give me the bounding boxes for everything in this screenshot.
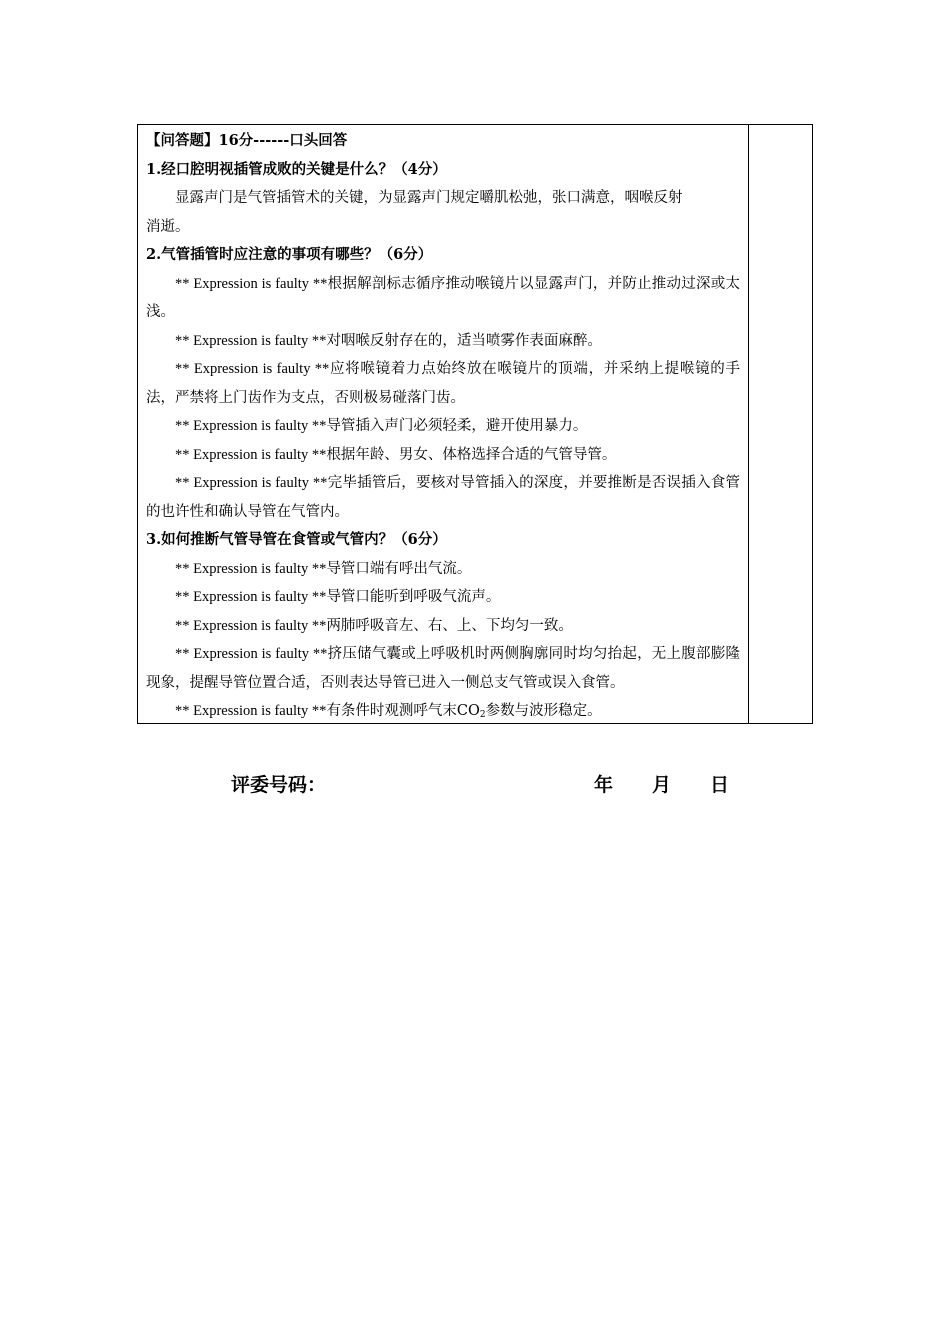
date-year-label: 年 [594,774,614,796]
question-1-answer-line-1: 显露声门是气管插管术的关键，为显露声门规定嚼肌松弛，张口满意，咽喉反射 [175,190,683,206]
score-cell [749,125,812,723]
question-2-item [146,270,740,327]
section-header: 【问答题】16分------口头回答 [146,132,348,149]
faulty-expression-marker: ** Expression is faulty ** [175,560,327,577]
question-2-item [146,355,740,412]
item-text: 根据年龄、男女、体格选择合适的气管导管。 [326,446,617,463]
faulty-expression-marker: ** Expression is faulty ** [175,617,327,634]
question-cell [138,125,749,723]
faulty-expression-marker: ** Expression is faulty ** [175,446,327,463]
faulty-expression-marker: ** Expression is faulty ** [175,275,328,292]
question-3-item [146,583,740,612]
question-2-item [146,412,740,441]
exam-answer-table [137,124,813,724]
signature-footer [0,770,950,800]
question-3-item [146,697,740,726]
question-3-title: 3.如何推断气管导管在食管或气管内？（6分） [146,531,447,548]
faulty-expression-marker: ** Expression is faulty ** [175,646,328,662]
question-2-item [146,441,740,470]
faulty-expression-marker: ** Expression is faulty ** [175,418,327,434]
faulty-expression-marker: ** Expression is faulty ** [175,332,327,349]
item-text: 导管口能听到呼吸气流声。 [326,589,501,605]
faulty-expression-marker: ** Expression is faulty ** [175,361,330,377]
item-text: 应将喉镜着力点始终放在喉镜片的顶端，并采纳上提喉镜的手法，严禁将上门齿作为支点，否则极易碰落门齿。 [146,361,740,406]
question-1-title: 1.经口腔明视插管成败的关键是什么？（4分） [146,160,447,178]
faulty-expression-marker: ** Expression is faulty ** [175,703,327,719]
item-text: 挤压储气囊或上呼吸机时两侧胸廓同时均匀抬起，无上腹部膨隆现象，提醒导管位置合适，否则表达导管已进入一侧总支气管或误入食管。 [146,646,740,691]
item-text: 导管口端有呼出气流。 [326,560,472,577]
item-text: 对咽喉反射存在的，适当喷雾作表面麻醉。 [326,332,602,349]
question-2-item [146,469,740,526]
date-day-label: 日 [710,774,730,796]
item-text: 导管插入声门必须轻柔，避开使用暴力。 [326,418,588,434]
item-text: 参数与波形稳定。 [485,703,602,719]
item-text: 根据解剖标志循序推动喉镜片以显露声门，并防止推动过深或太浅。 [146,275,740,320]
item-text: 完毕插管后，要核对导管插入的深度，并要推断是否误插入食管的也许性和确认导管在气管内。 [146,475,740,520]
question-2-title: 2.气管插管时应注意的事项有哪些？（6分） [146,246,433,263]
co2-subscript: 2 [479,710,486,720]
item-text: 两肺呼吸音左、右、上、下均匀一致。 [326,617,573,634]
item-text: 有条件时观测呼气末CO [326,703,480,719]
question-3-item [146,640,740,697]
date-month-label: 月 [652,774,672,796]
question-1-answer-line-2: 消逝。 [146,218,190,235]
question-3-item [146,612,740,641]
question-2-item [146,327,740,356]
question-3-item [146,555,740,584]
faulty-expression-marker: ** Expression is faulty ** [175,475,328,491]
judge-number-label: 评委号码： [231,774,327,796]
faulty-expression-marker: ** Expression is faulty ** [175,589,327,605]
